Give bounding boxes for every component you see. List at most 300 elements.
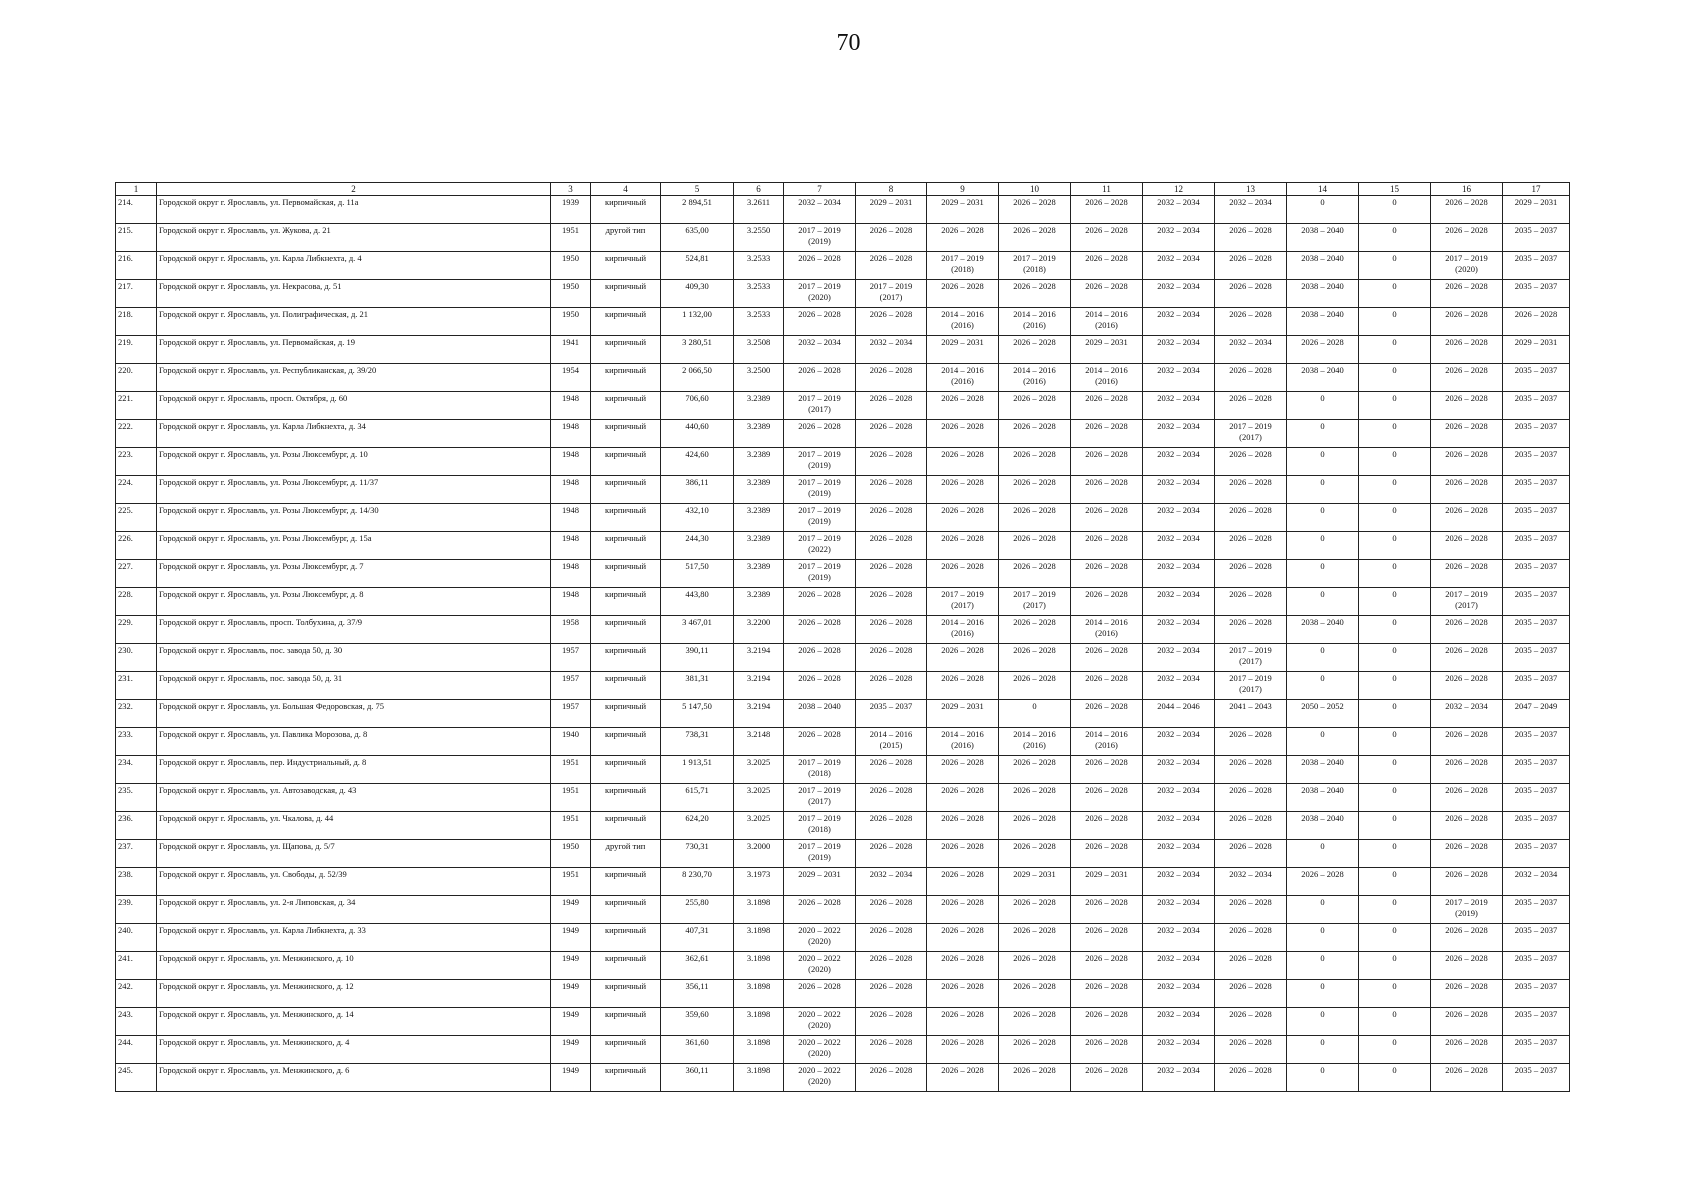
table-cell: кирпичный (591, 1008, 661, 1036)
table-cell: 2026 – 2028 (784, 588, 856, 616)
table-cell: 3.2025 (734, 812, 784, 840)
table-cell: 2032 – 2034 (784, 196, 856, 224)
table-row (116, 952, 1570, 980)
table-cell: 2026 – 2028 (1431, 952, 1503, 980)
table-cell: 0 (1359, 420, 1431, 448)
row-number-cell: 221. (116, 392, 157, 420)
address-cell: Городской округ г. Ярославль, ул. Большая Федоровская, д. 75 (157, 700, 551, 728)
table-cell: 2035 – 2037 (1503, 812, 1570, 840)
table-cell: 2026 – 2028 (1215, 1064, 1287, 1092)
table-cell: 2017 – 2019 (2017) (999, 588, 1071, 616)
table-cell: 2026 – 2028 (999, 224, 1071, 252)
table-cell: 2026 – 2028 (784, 308, 856, 336)
table-cell: другой тип (591, 224, 661, 252)
table-cell: 2026 – 2028 (1071, 196, 1143, 224)
table-cell: 2026 – 2028 (1215, 1008, 1287, 1036)
table-cell: 2038 – 2040 (1287, 224, 1359, 252)
table-cell: 2026 – 2028 (1071, 700, 1143, 728)
row-number-cell: 244. (116, 1036, 157, 1064)
table-cell: 2026 – 2028 (856, 364, 927, 392)
table-cell: 2026 – 2028 (927, 280, 999, 308)
table-cell: кирпичный (591, 1064, 661, 1092)
table-cell: 2032 – 2034 (1143, 196, 1215, 224)
table-cell: 2017 – 2019 (2017) (784, 392, 856, 420)
table-cell: 2017 – 2019 (2020) (784, 280, 856, 308)
table-cell: 2026 – 2028 (856, 532, 927, 560)
table-cell: 2026 – 2028 (1071, 896, 1143, 924)
table-cell: кирпичный (591, 756, 661, 784)
table-cell: 244,30 (661, 532, 734, 560)
table-cell: 2026 – 2028 (927, 1036, 999, 1064)
table-cell: 0 (1359, 924, 1431, 952)
column-header: 15 (1359, 183, 1431, 196)
table-cell: 2032 – 2034 (856, 868, 927, 896)
table-cell: 2026 – 2028 (999, 980, 1071, 1008)
table-cell: 2026 – 2028 (927, 448, 999, 476)
table-cell: 3.2533 (734, 280, 784, 308)
table-cell: кирпичный (591, 420, 661, 448)
table-cell: 0 (1287, 476, 1359, 504)
table-cell: 2026 – 2028 (784, 616, 856, 644)
table-cell: 2032 – 2034 (1215, 196, 1287, 224)
table-cell: 2 894,51 (661, 196, 734, 224)
table-cell: 1 132,00 (661, 308, 734, 336)
table-cell: 2029 – 2031 (999, 868, 1071, 896)
table-cell: 2026 – 2028 (856, 588, 927, 616)
column-header: 7 (784, 183, 856, 196)
address-cell: Городской округ г. Ярославль, ул. Менжинского, д. 4 (157, 1036, 551, 1064)
table-row (116, 1064, 1570, 1092)
table-cell: 2017 – 2019 (2022) (784, 532, 856, 560)
table-cell: 2032 – 2034 (1143, 532, 1215, 560)
table-cell: 2032 – 2034 (1143, 588, 1215, 616)
table-cell: 2017 – 2019 (2017) (784, 784, 856, 812)
table-cell: 1949 (551, 924, 591, 952)
table-cell: 2026 – 2028 (1215, 784, 1287, 812)
row-number-cell: 243. (116, 1008, 157, 1036)
table-cell: 2035 – 2037 (1503, 280, 1570, 308)
table-cell: 2026 – 2028 (1431, 924, 1503, 952)
row-number-cell: 241. (116, 952, 157, 980)
table-cell: 3.2389 (734, 560, 784, 588)
table-cell: 635,00 (661, 224, 734, 252)
table-cell: 2026 – 2028 (784, 980, 856, 1008)
table-cell: 2026 – 2028 (927, 1008, 999, 1036)
table-cell: 2035 – 2037 (1503, 364, 1570, 392)
table-cell: 2032 – 2034 (1143, 1036, 1215, 1064)
table-cell: 2035 – 2037 (1503, 840, 1570, 868)
table-cell: 2026 – 2028 (1071, 840, 1143, 868)
row-number-cell: 217. (116, 280, 157, 308)
table-row (116, 448, 1570, 476)
table-cell: 2026 – 2028 (1431, 812, 1503, 840)
table-cell: 3.1898 (734, 1036, 784, 1064)
table-cell: 2032 – 2034 (1143, 672, 1215, 700)
table-cell: 0 (1287, 560, 1359, 588)
table-cell: 0 (1287, 728, 1359, 756)
column-header: 1 (116, 183, 157, 196)
table-cell: 0 (1359, 980, 1431, 1008)
table-cell: 2014 – 2016 (2015) (856, 728, 927, 756)
table-cell: 0 (1359, 1036, 1431, 1064)
table-cell: 0 (1287, 504, 1359, 532)
table-cell: 359,60 (661, 1008, 734, 1036)
row-number-cell: 234. (116, 756, 157, 784)
table-cell: 0 (1359, 448, 1431, 476)
table-cell: 3.2508 (734, 336, 784, 364)
row-number-cell: 235. (116, 784, 157, 812)
address-cell: Городской округ г. Ярославль, ул. Жукова, д. 21 (157, 224, 551, 252)
table-cell: 432,10 (661, 504, 734, 532)
table-cell: 2032 – 2034 (1143, 980, 1215, 1008)
table-cell: 1957 (551, 700, 591, 728)
table-row (116, 560, 1570, 588)
table-cell: 2026 – 2028 (1215, 504, 1287, 532)
table-cell: 0 (1359, 504, 1431, 532)
table-cell: 2026 – 2028 (927, 560, 999, 588)
address-cell: Городской округ г. Ярославль, пос. завода 50, д. 31 (157, 672, 551, 700)
table-cell: кирпичный (591, 364, 661, 392)
table-cell: 2026 – 2028 (999, 280, 1071, 308)
table-cell: 2026 – 2028 (1071, 224, 1143, 252)
table-cell: 3.2000 (734, 840, 784, 868)
table-cell: 2026 – 2028 (1071, 1064, 1143, 1092)
row-number-cell: 228. (116, 588, 157, 616)
table-cell: 2035 – 2037 (1503, 252, 1570, 280)
table-cell: 738,31 (661, 728, 734, 756)
table-cell: 2035 – 2037 (1503, 1064, 1570, 1092)
table-row (116, 1008, 1570, 1036)
table-cell: 2026 – 2028 (784, 252, 856, 280)
table-cell: 2026 – 2028 (1071, 644, 1143, 672)
table-cell: 2038 – 2040 (1287, 616, 1359, 644)
table-cell: 2026 – 2028 (999, 812, 1071, 840)
table-cell: 0 (1287, 532, 1359, 560)
table-cell: 2026 – 2028 (1215, 448, 1287, 476)
table-cell: 2026 – 2028 (999, 616, 1071, 644)
row-number-cell: 230. (116, 644, 157, 672)
table-cell: 2026 – 2028 (1071, 280, 1143, 308)
address-cell: Городской округ г. Ярославль, ул. Щапова, д. 5/7 (157, 840, 551, 868)
schedule-table (115, 182, 1570, 1092)
table-cell: 2026 – 2028 (999, 952, 1071, 980)
table-cell: 2050 – 2052 (1287, 700, 1359, 728)
table-cell: 2032 – 2034 (1143, 644, 1215, 672)
table-cell: 3.2550 (734, 224, 784, 252)
table-cell: 2026 – 2028 (927, 504, 999, 532)
table-cell: 730,31 (661, 840, 734, 868)
table-row (116, 812, 1570, 840)
row-number-cell: 222. (116, 420, 157, 448)
table-cell: 2026 – 2028 (856, 448, 927, 476)
table-cell: 3.2389 (734, 504, 784, 532)
table-cell: 2026 – 2028 (1431, 196, 1503, 224)
table-cell: кирпичный (591, 812, 661, 840)
table-cell: 390,11 (661, 644, 734, 672)
table-cell: 2017 – 2019 (2018) (784, 756, 856, 784)
table-cell: 1948 (551, 560, 591, 588)
table-cell: 2035 – 2037 (1503, 420, 1570, 448)
table-cell: 2026 – 2028 (1215, 532, 1287, 560)
table-cell: 2026 – 2028 (856, 952, 927, 980)
table-cell: 2026 – 2028 (1431, 336, 1503, 364)
table-cell: кирпичный (591, 952, 661, 980)
table-cell: 0 (1359, 784, 1431, 812)
table-cell: 1950 (551, 252, 591, 280)
table-cell: 3.2148 (734, 728, 784, 756)
table-cell: 2026 – 2028 (1215, 224, 1287, 252)
table-cell: 0 (1287, 980, 1359, 1008)
table-cell: 2026 – 2028 (856, 252, 927, 280)
column-header: 5 (661, 183, 734, 196)
table-cell: 2020 – 2022 (2020) (784, 1064, 856, 1092)
table-cell: кирпичный (591, 728, 661, 756)
table-cell: 2035 – 2037 (1503, 476, 1570, 504)
table-cell: 2014 – 2016 (2016) (927, 364, 999, 392)
table-cell: 2026 – 2028 (1071, 448, 1143, 476)
address-cell: Городской округ г. Ярославль, пер. Индустриальный, д. 8 (157, 756, 551, 784)
table-cell: 0 (1359, 588, 1431, 616)
table-cell: 2032 – 2034 (1143, 252, 1215, 280)
address-cell: Городской округ г. Ярославль, ул. Первомайская, д. 19 (157, 336, 551, 364)
table-cell: 2032 – 2034 (1143, 420, 1215, 448)
table-cell: 2026 – 2028 (1215, 308, 1287, 336)
table-cell: 2026 – 2028 (1071, 476, 1143, 504)
table-cell: 2026 – 2028 (999, 420, 1071, 448)
table-cell: 2017 – 2019 (2018) (784, 812, 856, 840)
table-cell: 2026 – 2028 (927, 840, 999, 868)
row-number-cell: 214. (116, 196, 157, 224)
table-cell: 2026 – 2028 (856, 308, 927, 336)
table-cell: 3.1898 (734, 896, 784, 924)
table-cell: 2032 – 2034 (1143, 476, 1215, 504)
table-row (116, 924, 1570, 952)
table-cell: 3.1898 (734, 924, 784, 952)
table-row (116, 308, 1570, 336)
address-cell: Городской округ г. Ярославль, ул. Полиграфическая, д. 21 (157, 308, 551, 336)
table-cell: 2032 – 2034 (1143, 616, 1215, 644)
table-cell: 0 (1359, 560, 1431, 588)
table-cell: 2026 – 2028 (927, 868, 999, 896)
table-cell: 2026 – 2028 (784, 672, 856, 700)
table-cell: 2026 – 2028 (927, 952, 999, 980)
table-cell: 2035 – 2037 (1503, 448, 1570, 476)
table-cell: 0 (1359, 756, 1431, 784)
table-cell: 362,61 (661, 952, 734, 980)
table-cell: 0 (1359, 952, 1431, 980)
table-cell: кирпичный (591, 336, 661, 364)
table-cell: 2032 – 2034 (1431, 700, 1503, 728)
table-cell: 2026 – 2028 (999, 784, 1071, 812)
row-number-cell: 242. (116, 980, 157, 1008)
table-row (116, 280, 1570, 308)
table-cell: 2026 – 2028 (1215, 812, 1287, 840)
table-cell: 440,60 (661, 420, 734, 448)
row-number-cell: 223. (116, 448, 157, 476)
table-cell: 2026 – 2028 (856, 896, 927, 924)
table-cell: 0 (1359, 196, 1431, 224)
row-number-cell: 225. (116, 504, 157, 532)
column-header: 2 (157, 183, 551, 196)
table-cell: кирпичный (591, 896, 661, 924)
table-cell: 2032 – 2034 (856, 336, 927, 364)
table-cell: 2026 – 2028 (856, 812, 927, 840)
table-cell: 2032 – 2034 (1143, 560, 1215, 588)
table-cell: 2035 – 2037 (1503, 1008, 1570, 1036)
row-number-cell: 233. (116, 728, 157, 756)
table-row (116, 476, 1570, 504)
table-cell: 0 (1287, 196, 1359, 224)
table-cell: 2017 – 2019 (2019) (1431, 896, 1503, 924)
table-cell: кирпичный (591, 392, 661, 420)
table-cell: 2017 – 2019 (2019) (784, 840, 856, 868)
table-cell: 1958 (551, 616, 591, 644)
table-cell: 2026 – 2028 (1215, 896, 1287, 924)
table-cell: 2026 – 2028 (927, 392, 999, 420)
table-cell: кирпичный (591, 504, 661, 532)
table-cell: 1950 (551, 280, 591, 308)
table-cell: 2029 – 2031 (1071, 868, 1143, 896)
table-row (116, 616, 1570, 644)
table-cell: 1950 (551, 840, 591, 868)
table-cell: 2026 – 2028 (999, 1008, 1071, 1036)
table-cell: 2017 – 2019 (2018) (999, 252, 1071, 280)
row-number-cell: 239. (116, 896, 157, 924)
table-cell: 2032 – 2034 (1143, 924, 1215, 952)
table-cell: 0 (999, 700, 1071, 728)
table-cell: 2032 – 2034 (1143, 336, 1215, 364)
table-cell: 2026 – 2028 (927, 756, 999, 784)
table-cell: 2026 – 2028 (999, 1036, 1071, 1064)
table-cell: 2026 – 2028 (1503, 308, 1570, 336)
table-cell: 0 (1359, 224, 1431, 252)
table-cell: 2029 – 2031 (927, 196, 999, 224)
table-cell: 2032 – 2034 (1503, 868, 1570, 896)
table-cell: кирпичный (591, 980, 661, 1008)
table-cell: 2014 – 2016 (2016) (999, 364, 1071, 392)
table-cell: 0 (1359, 616, 1431, 644)
table-cell: 2047 – 2049 (1503, 700, 1570, 728)
table-cell: 2014 – 2016 (2016) (999, 308, 1071, 336)
table-cell: 2032 – 2034 (1143, 364, 1215, 392)
table-cell: кирпичный (591, 616, 661, 644)
table-cell: 2035 – 2037 (1503, 980, 1570, 1008)
table-cell: 2026 – 2028 (1431, 476, 1503, 504)
table-cell: 2035 – 2037 (1503, 784, 1570, 812)
table-cell: 2014 – 2016 (2016) (1071, 308, 1143, 336)
table-cell: 2026 – 2028 (856, 1008, 927, 1036)
table-cell: 2026 – 2028 (856, 616, 927, 644)
table-cell: 2026 – 2028 (856, 784, 927, 812)
table-cell: 2026 – 2028 (1215, 280, 1287, 308)
table-cell: 2026 – 2028 (1071, 560, 1143, 588)
table-cell: 2032 – 2034 (1143, 728, 1215, 756)
table-cell: 1954 (551, 364, 591, 392)
address-cell: Городской округ г. Ярославль, ул. Розы Люксембург, д. 14/30 (157, 504, 551, 532)
table-cell: 2026 – 2028 (927, 784, 999, 812)
table-cell: 2026 – 2028 (999, 672, 1071, 700)
table-cell: 0 (1359, 364, 1431, 392)
row-number-cell: 215. (116, 224, 157, 252)
table-row (116, 504, 1570, 532)
address-cell: Городской округ г. Ярославль, ул. Розы Люксембург, д. 15а (157, 532, 551, 560)
table-cell: 0 (1287, 952, 1359, 980)
table-cell: 3.1898 (734, 980, 784, 1008)
address-cell: Городской округ г. Ярославль, ул. Чкалова, д. 44 (157, 812, 551, 840)
address-cell: Городской округ г. Ярославль, ул. Менжинского, д. 10 (157, 952, 551, 980)
table-cell: 2026 – 2028 (1431, 392, 1503, 420)
table-cell: 2026 – 2028 (1431, 616, 1503, 644)
table-cell: 2032 – 2034 (1143, 896, 1215, 924)
table-cell: 2026 – 2028 (1431, 1064, 1503, 1092)
table-cell: 0 (1359, 672, 1431, 700)
table-cell: 2041 – 2043 (1215, 700, 1287, 728)
address-cell: Городской округ г. Ярославль, ул. 2-я Липовская, д. 34 (157, 896, 551, 924)
table-cell: 0 (1359, 252, 1431, 280)
table-cell: 2035 – 2037 (1503, 952, 1570, 980)
table-cell: 2038 – 2040 (1287, 280, 1359, 308)
table-cell: 2026 – 2028 (856, 1036, 927, 1064)
table-cell: 2038 – 2040 (784, 700, 856, 728)
row-number-cell: 219. (116, 336, 157, 364)
table-cell: 2026 – 2028 (1071, 980, 1143, 1008)
table-cell: 2026 – 2028 (999, 644, 1071, 672)
table-cell: 2026 – 2028 (999, 1064, 1071, 1092)
table-cell: 2026 – 2028 (927, 980, 999, 1008)
table-cell: 2026 – 2028 (1215, 392, 1287, 420)
table-cell: 0 (1359, 532, 1431, 560)
table-cell: 2026 – 2028 (999, 924, 1071, 952)
table-cell: 2014 – 2016 (2016) (1071, 616, 1143, 644)
table-cell: 2026 – 2028 (856, 560, 927, 588)
table-cell: 1948 (551, 420, 591, 448)
table-cell: 1951 (551, 784, 591, 812)
table-cell: 2014 – 2016 (2016) (927, 616, 999, 644)
table-cell: 3 280,51 (661, 336, 734, 364)
row-number-cell: 220. (116, 364, 157, 392)
table-cell: 3.2389 (734, 448, 784, 476)
table-cell: 2026 – 2028 (1071, 952, 1143, 980)
table-cell: 356,11 (661, 980, 734, 1008)
table-cell: 3.2500 (734, 364, 784, 392)
table-cell: 0 (1359, 392, 1431, 420)
table-cell: 2026 – 2028 (999, 476, 1071, 504)
row-number-cell: 216. (116, 252, 157, 280)
row-number-cell: 238. (116, 868, 157, 896)
table-cell: 3.2389 (734, 476, 784, 504)
page-number: 70 (836, 30, 861, 56)
table-cell: 2032 – 2034 (1143, 308, 1215, 336)
table-cell: 3.2194 (734, 700, 784, 728)
table-cell: 2029 – 2031 (856, 196, 927, 224)
address-cell: Городской округ г. Ярославль, ул. Автозаводская, д. 43 (157, 784, 551, 812)
table-cell: 0 (1287, 896, 1359, 924)
address-cell: Городской округ г. Ярославль, ул. Менжинского, д. 12 (157, 980, 551, 1008)
address-cell: Городской округ г. Ярославль, ул. Розы Люксембург, д. 7 (157, 560, 551, 588)
table-cell: 1951 (551, 756, 591, 784)
table-cell: 0 (1359, 868, 1431, 896)
table-row (116, 728, 1570, 756)
table-cell: 2026 – 2028 (856, 924, 927, 952)
table-cell: 2026 – 2028 (927, 532, 999, 560)
table-cell: 517,50 (661, 560, 734, 588)
column-header: 11 (1071, 183, 1143, 196)
table-cell: 1939 (551, 196, 591, 224)
column-header: 6 (734, 183, 784, 196)
table-cell: 2020 – 2022 (2020) (784, 1008, 856, 1036)
table-cell: 2026 – 2028 (784, 728, 856, 756)
address-cell: Городской округ г. Ярославль, пос. завода 50, д. 30 (157, 644, 551, 672)
